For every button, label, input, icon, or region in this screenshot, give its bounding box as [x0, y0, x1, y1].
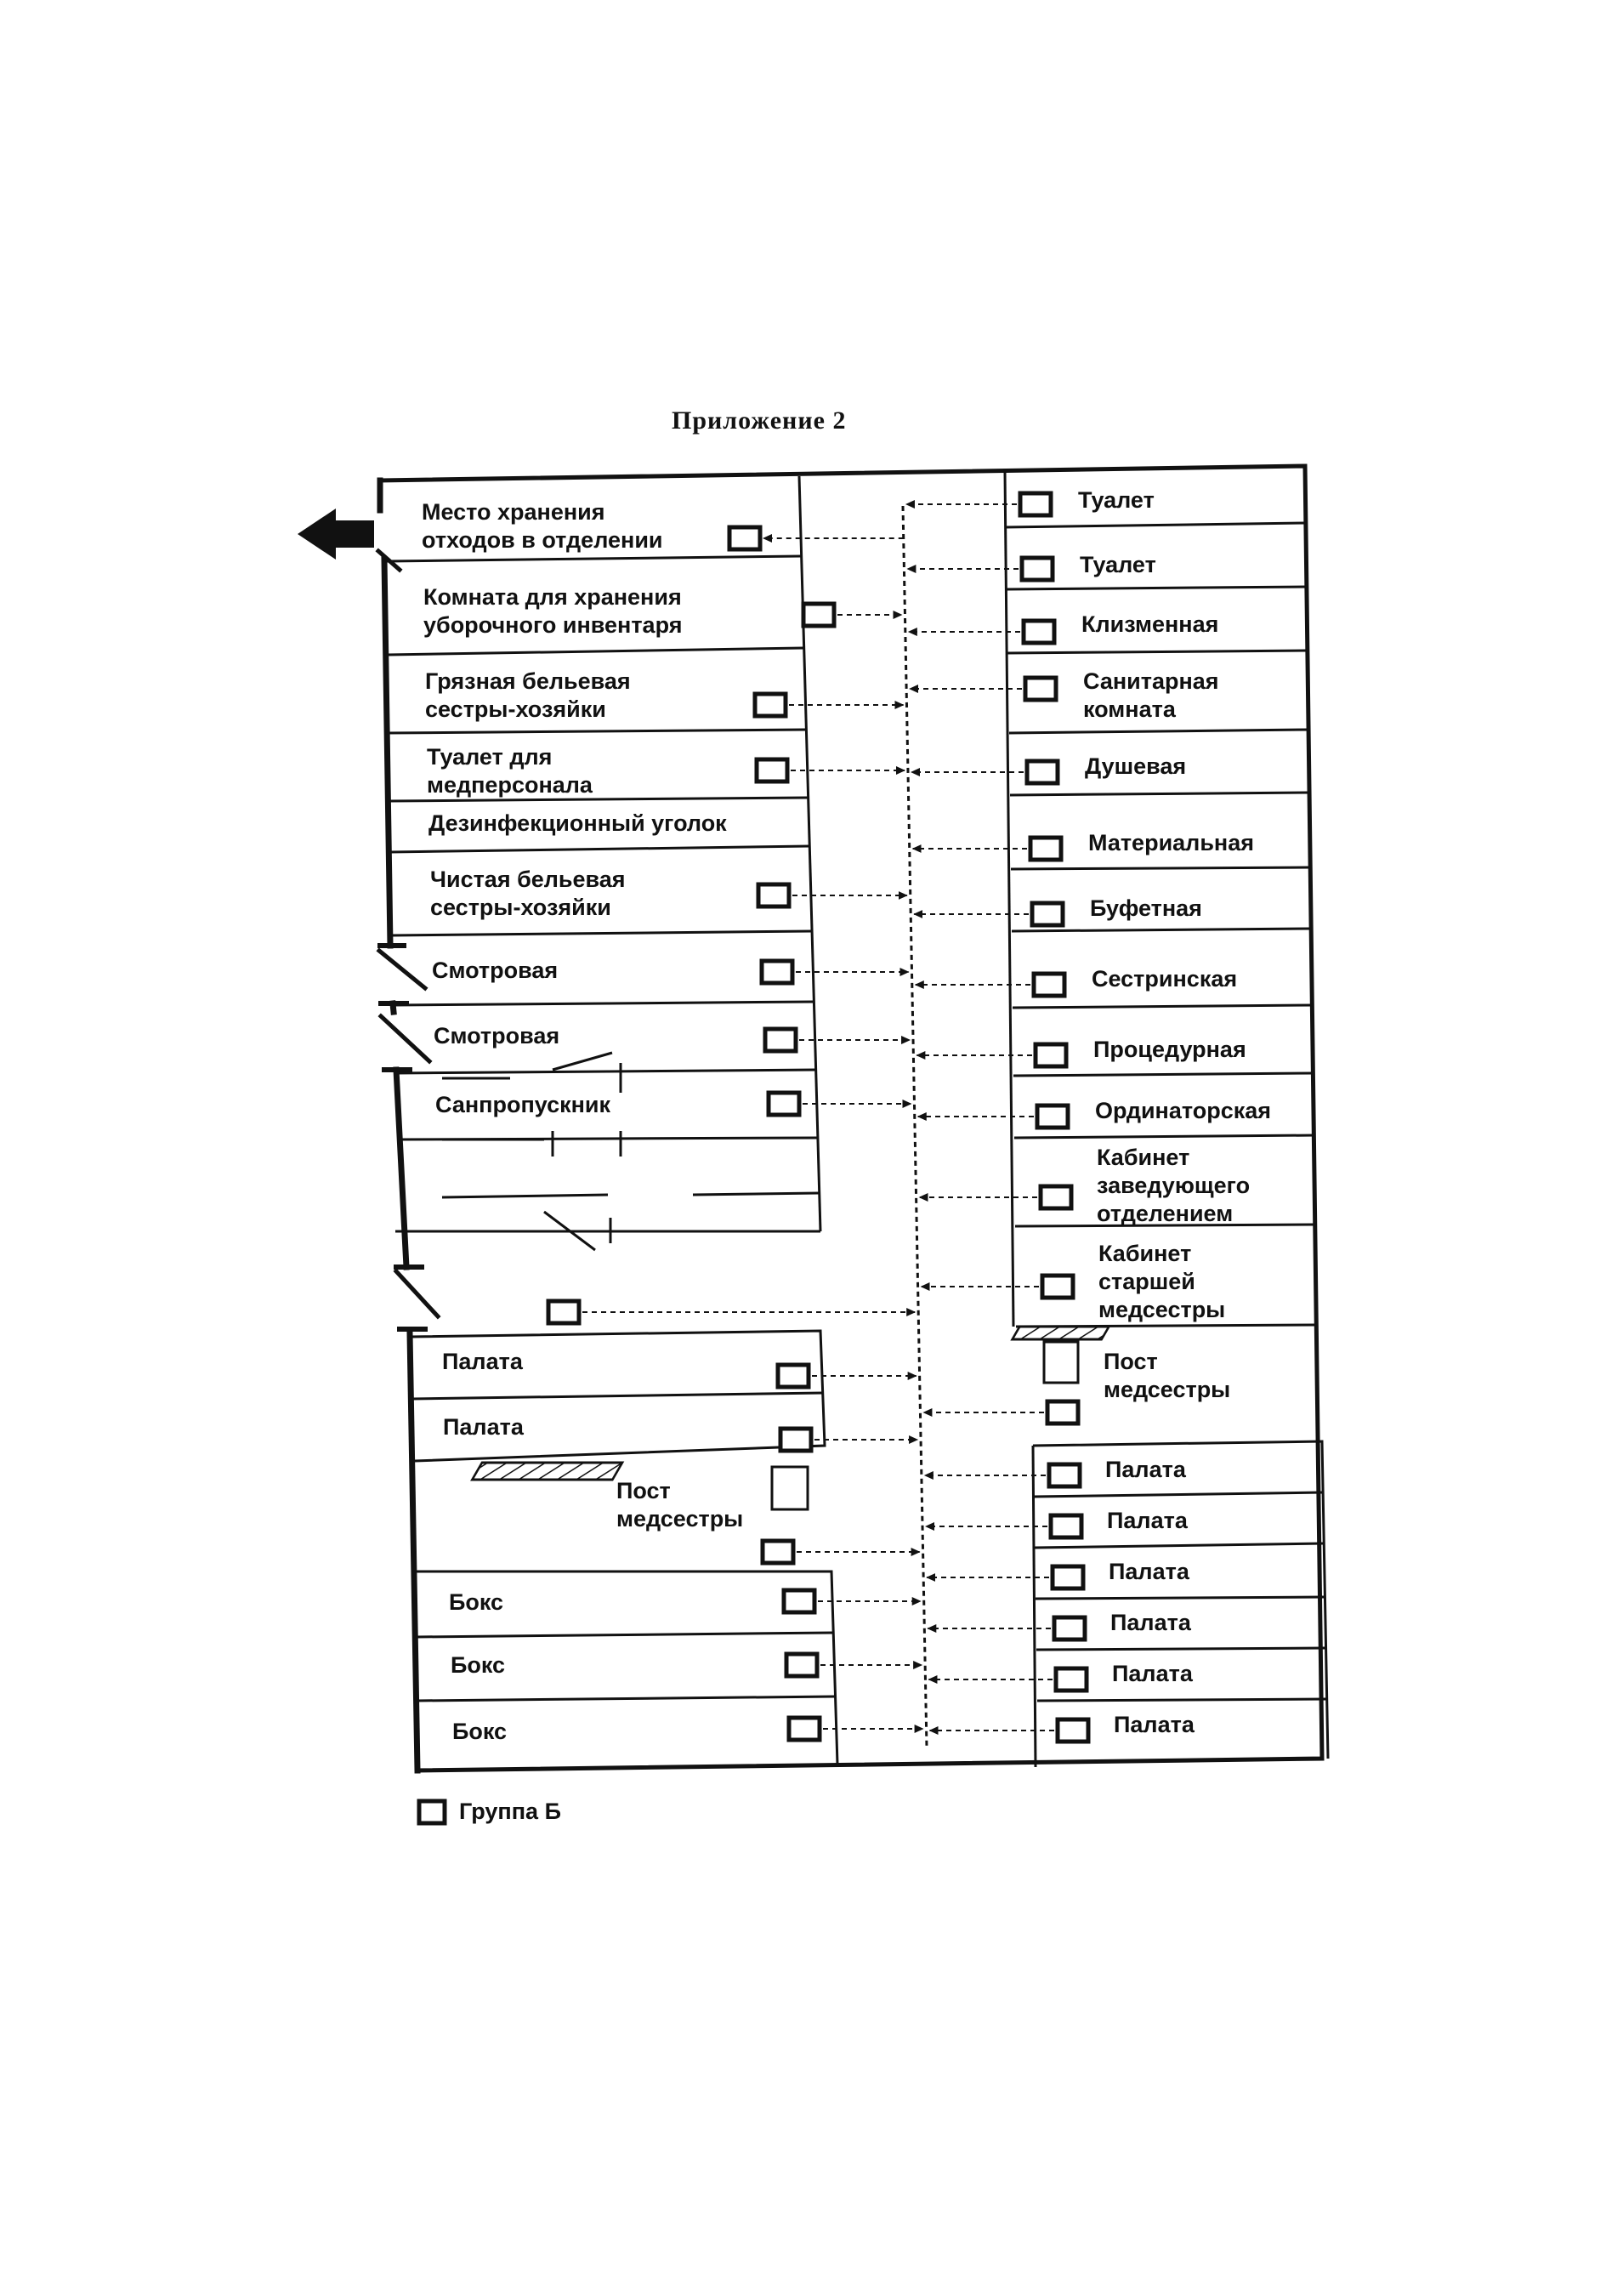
waste-container-icon: [769, 1093, 799, 1115]
waste-container-icon: [1020, 493, 1051, 515]
waste-container-icon: [1032, 903, 1063, 925]
room-label-box-3: Бокс: [452, 1719, 508, 1744]
room-label-nurses-room: Сестринская: [1092, 966, 1238, 992]
waste-container-icon: [1037, 1105, 1068, 1128]
room-label-sanitary-checkpoint: Санпропускник: [435, 1092, 611, 1117]
room-label-head-nurse-office: Кабинет старшей медсестры: [1098, 1241, 1226, 1322]
waste-container-icon: [1058, 1719, 1088, 1742]
waste-container-icon: [419, 1801, 445, 1823]
waste-container-icon: [1034, 974, 1064, 996]
room-label-examination-1: Смотровая: [432, 958, 559, 983]
room-label-ward-left-1: Палата: [442, 1349, 523, 1374]
waste-container-icon: [784, 1590, 814, 1612]
room-label-doctors-room: Ординаторская: [1095, 1098, 1272, 1123]
room-label-examination-2: Смотровая: [434, 1023, 560, 1049]
waste-container-icon: [1051, 1515, 1081, 1537]
collection-route-line: [903, 506, 927, 1748]
room-label-staff-toilet: Туалет для медперсонала: [427, 744, 593, 798]
waste-container-icon: [786, 1654, 817, 1676]
nurse-desk-right: [1013, 1327, 1109, 1339]
waste-container-icon: [780, 1429, 811, 1451]
room-label-nurse-post-right: Пост медсестры: [1104, 1349, 1231, 1402]
room-label-ward-right-3: Палата: [1109, 1559, 1189, 1584]
waste-container-icon: [1056, 1668, 1087, 1691]
waste-container-icon: [758, 884, 789, 906]
room-label-enema-room: Клизменная: [1081, 611, 1219, 637]
room-label-supply-room: Материальная: [1088, 830, 1255, 855]
waste-container-icon: [1030, 838, 1061, 860]
waste-container-icon: [762, 961, 792, 983]
room-label-ward-right-4: Палата: [1110, 1610, 1191, 1635]
right-container-links: [906, 493, 1088, 1742]
waste-container-icon: [729, 527, 760, 549]
waste-container-icon: [1041, 1186, 1071, 1208]
room-label-nurse-post-left: Пост медсестры: [616, 1478, 744, 1532]
waste-container-icon: [1054, 1617, 1085, 1640]
room-label-clean-linen: Чистая бельевая сестры-хозяйки: [430, 867, 626, 920]
waste-container-icon: [1036, 1044, 1066, 1066]
room-label-dirty-linen: Грязная бельевая сестры-хозяйки: [425, 668, 631, 722]
room-label-head-office: Кабинет заведующего отделением: [1097, 1145, 1251, 1226]
room-label-procedure-room: Процедурная: [1093, 1037, 1246, 1062]
legend-label: Группа Б: [459, 1799, 561, 1824]
exit-arrow-icon: [298, 509, 374, 560]
room-label-box-2: Бокс: [451, 1652, 506, 1678]
nurse-post-left-marker: [772, 1467, 808, 1509]
waste-container-icon: [1027, 761, 1058, 783]
room-label-toilet-2: Туалет: [1080, 552, 1156, 577]
waste-container-icon: [803, 604, 834, 626]
room-label-ward-right-5: Палата: [1112, 1661, 1193, 1686]
waste-container-icon: [1022, 558, 1053, 580]
waste-container-icon: [1049, 1464, 1080, 1486]
room-label-waste-storage: Место хранения отходов в отделении: [422, 499, 663, 553]
waste-container-icon: [789, 1718, 820, 1740]
room-label-sanitary-room: Санитарная комната: [1083, 668, 1219, 722]
waste-container-icon: [1053, 1566, 1083, 1588]
waste-container-icon: [1047, 1401, 1078, 1424]
room-label-ward-right-6: Палата: [1114, 1712, 1195, 1737]
room-label-box-1: Бокс: [449, 1589, 504, 1615]
waste-container-icon: [765, 1029, 796, 1051]
room-label-cleaning-inventory: Комната для хранения уборочного инвентаря: [423, 584, 683, 638]
waste-container-icon: [1042, 1276, 1073, 1298]
room-label-pantry: Буфетная: [1090, 895, 1202, 921]
room-label-shower: Душевая: [1085, 753, 1187, 779]
room-label-ward-left-2: Палата: [443, 1414, 524, 1440]
room-label-ward-right-1: Палата: [1105, 1457, 1186, 1482]
waste-container-icon: [1024, 621, 1054, 643]
waste-container-icon: [757, 759, 787, 781]
waste-container-icon: [548, 1301, 579, 1323]
waste-container-icon: [755, 694, 786, 716]
room-label-toilet-1: Туалет: [1078, 487, 1155, 513]
nurse-desk-left: [472, 1463, 622, 1480]
waste-container-icon: [1025, 678, 1056, 700]
room-label-ward-right-2: Палата: [1107, 1508, 1188, 1533]
room-label-disinfection-corner: Дезинфекционный уголок: [428, 810, 727, 836]
nurse-post-right-marker: [1044, 1342, 1078, 1383]
waste-container-icon: [778, 1365, 809, 1387]
page-title: Приложение 2: [672, 406, 847, 435]
waste-container-icon: [763, 1541, 793, 1563]
